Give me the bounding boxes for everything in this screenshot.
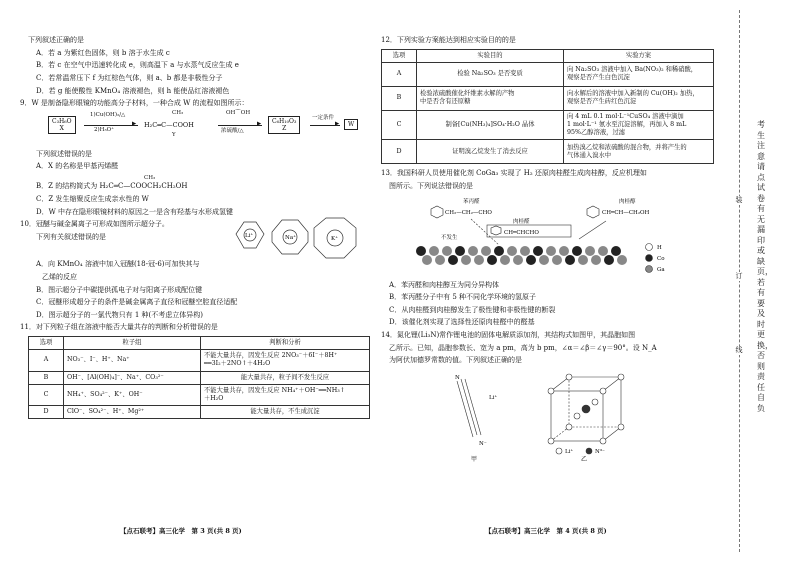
legend-swatch: [646, 243, 653, 250]
legend-swatch: [646, 254, 653, 261]
benzene-ring-left-icon: [431, 206, 443, 218]
catalyst-atom: [604, 255, 614, 265]
li-atom: [566, 424, 572, 430]
footer-page3: 【点石联考】高三化学 第 3 页(共 8 页): [120, 527, 242, 535]
cell: C: [29, 384, 64, 405]
cell: A: [29, 350, 64, 371]
cell: C: [382, 110, 417, 140]
q12-header-plan: 实验方案: [564, 49, 714, 62]
q8-stem: 下列叙述正确的是: [28, 36, 84, 44]
li-atom: [618, 424, 624, 430]
label-jia: 甲: [471, 455, 478, 463]
catalyst-surface: [416, 246, 627, 265]
table-row: [29, 371, 370, 384]
catalyst-atom: [617, 255, 627, 265]
cell: 能大量共存，粒子间不发生反应: [201, 371, 370, 384]
catalyst-atom: [578, 255, 588, 265]
structure-jia: [457, 379, 481, 437]
catalyst-atom: [487, 255, 497, 265]
catalyst-atom: [455, 246, 465, 256]
cell: 不能大量共存，因发生反应 NH₄⁺＋OH⁻══NH₃↑ ＋H₂O: [201, 384, 370, 405]
legend-label: N³⁻: [595, 448, 605, 455]
li-atom: [618, 374, 624, 380]
legend-swatch: [646, 265, 653, 272]
cell: 不能大量共存，因发生反应 2NO₃⁻＋6I⁻＋8H⁺ ══3I₂＋2NO↑＋4H₂O: [201, 350, 370, 371]
cell: D: [29, 406, 64, 419]
catalyst-atom: [611, 246, 621, 256]
catalyst-atom: [422, 255, 432, 265]
table-row: [29, 406, 370, 419]
cell: 向 4 mL 0.1 mol·L⁻¹CuSO₄ 溶液中滴加 1 mol·L⁻¹ 氨水至沉淀溶解，再加入 8 mL 95%乙醇溶液，过滤: [564, 110, 714, 140]
formula-cinnamyl-alcohol: CH═CH—CH₂OH: [602, 209, 650, 216]
arrow1: [84, 125, 138, 126]
q10-stem1: 10．冠醚与碱金属离子可形成如图所示超分子。: [20, 220, 169, 229]
q9-option-b: B．Z 的结构简式为 H₂C═C—COOCH₂CH₂OH: [36, 182, 188, 191]
table-row: [382, 62, 714, 86]
catalyst-atom: [591, 255, 601, 265]
catalyst-atom: [435, 255, 445, 265]
cell: NH₄⁺、SO₄²⁻、K⁺、OH⁻: [64, 384, 201, 405]
q13-option-a: A．苯丙醛和肉桂醇互为同分异构体: [389, 280, 500, 289]
q11-header-particles: 粒子组: [64, 337, 201, 350]
q12-header-row: [382, 49, 714, 62]
q9-stem: 9．W 是制备隐形眼镜的功能高分子材料，一种合成 W 的流程如图所示：: [20, 99, 249, 108]
bind-word-zhuang: 装: [730, 196, 748, 205]
q10-option-a: A．向 KMnO₄ 溶液中加入冠醚(18-冠-6)可加快其与: [36, 260, 200, 269]
arrow-left-icon: [471, 219, 499, 245]
cell: 检验浓硫酸催化纤维素水解的产物 中是否含有还原糖: [417, 86, 564, 110]
svg-text:N: N: [455, 374, 460, 381]
crown-ether-diagram: [224, 214, 364, 264]
legend-label: Ga: [657, 266, 665, 273]
table-row: [29, 350, 370, 371]
legend: [646, 243, 666, 273]
catalyst-atom: [481, 246, 491, 256]
li-atom: [548, 438, 554, 444]
catalyst-atom: [539, 255, 549, 265]
q8-option-a: A．若 a 为紫红色固体，则 b 溶于水生成 c: [36, 48, 170, 57]
q11-header-option: 选项: [29, 337, 64, 350]
q9-optb-ch3: CH₃: [144, 175, 156, 181]
y-ch3: CH₃: [172, 109, 184, 116]
catalyst-atom: [552, 255, 562, 265]
catalyst-atom: [494, 246, 504, 256]
catalyst-atom: [468, 246, 478, 256]
cell: B: [382, 86, 417, 110]
catalyst-atom: [526, 255, 536, 265]
cell: ClO⁻、SO₄²⁻、H⁺、Mg²⁺: [64, 406, 201, 419]
cell: 加热溴乙烷和浓硫酸的混合物，并将产生的 气体通入溴水中: [564, 140, 714, 164]
benzene-ring-right-icon: [587, 206, 599, 218]
q10-option-a-cont: 乙烯的反应: [42, 272, 77, 281]
catalyst-atom: [598, 246, 608, 256]
q13-stem1: 13．我国科研人员使用催化剂 CoGa₃ 实现了 H₂ 还原肉桂醛生成肉桂醇，反应机理如: [381, 169, 647, 178]
cell: 能大量共存，不生成沉淀: [201, 406, 370, 419]
cell: OH⁻、[Al(OH)₄]⁻、Na⁺、CO₃²⁻: [64, 371, 201, 384]
q8-option-d: D．若 g 能使酸性 KMnO₄ 溶液褪色，则 h 能使品红溶液褪色: [36, 86, 230, 95]
q9-option-c: C．Z 发生缩聚反应生成亲水性的 W: [36, 195, 149, 204]
q14-stem2: 乙所示。已知，晶胞参数长、宽为 a pm，高为 b pm，∠α＝∠β＝∠γ＝90°。设 N_A: [389, 343, 657, 352]
q14-stem1: 14．氮化锂(Li₃N)常作锂电池的固体电解质添加剂，其结构式如图甲，其晶胞如图: [381, 331, 636, 340]
svg-text:Li⁺: Li⁺: [245, 233, 254, 240]
q9-flowchart: C₃H₆O X 1)Cu(OH)₂/△ ▶ 2)H₃O⁺ CH₃ H₂C═C—COOH Y OH⌒OH ▶ 浓硫酸/△ C₆H₁₀O₃ Z 一定条件 ▶ W: [48, 112, 370, 146]
cell: 检验 Na₂SO₃ 是否变质: [417, 62, 564, 86]
q8-option-b: B．若 c 在空气中迅速转化成 e，则高温下 a 与水蒸气反应生成 e: [36, 61, 239, 70]
catalyst-atom: [474, 255, 484, 265]
li-atom: [592, 399, 598, 405]
catalyst-atom: [500, 255, 510, 265]
cell: 向水解后的溶液中加入新制的 Cu(OH)₂ 加热， 观察是否产生砖红色沉淀: [564, 86, 714, 110]
cell: A: [382, 62, 417, 86]
table-row: [382, 110, 714, 140]
li-atom: [600, 438, 606, 444]
cell: B: [29, 371, 64, 384]
q11-header-analysis: 判断和分析: [201, 337, 370, 350]
formula-cinnamaldehyde: CH═CHCHO: [504, 229, 539, 236]
catalyst-atom: [559, 246, 569, 256]
catalyst-atom: [461, 255, 471, 265]
q13-mechanism-diagram: [401, 195, 701, 281]
catalyst-atom: [572, 246, 582, 256]
q12-header-option: 选项: [382, 49, 417, 62]
cell: NO₃⁻、I⁻、H⁺、Na⁺: [64, 350, 201, 371]
arrow2: [218, 125, 262, 126]
q13-option-d: D．该催化剂实现了选择性还原肉桂醛中的醛基: [389, 318, 535, 327]
catalyst-atom: [429, 246, 439, 256]
cell: D: [382, 140, 417, 164]
li-atom: [574, 413, 580, 419]
q11-header-row: [29, 337, 370, 350]
q13-option-c: C．从肉桂醛到肉桂醇发生了极性键和非极性键的断裂: [389, 305, 556, 314]
catalyst-atom: [416, 246, 426, 256]
q10-stem2: 下列有关叙述错误的是: [36, 232, 106, 241]
li-label: Li⁺: [489, 394, 498, 401]
q11-table: [28, 336, 370, 419]
table-row: [382, 86, 714, 110]
label-not-react: 不发生: [441, 234, 458, 241]
y-formula: H₂C═C—COOH: [144, 120, 194, 129]
table-row: [29, 384, 370, 405]
q10-block: [20, 220, 370, 260]
right-page: [381, 36, 714, 465]
label-benzenepropanal: 苯丙醛: [463, 198, 480, 205]
svg-text:Na⁺: Na⁺: [285, 235, 296, 242]
catalyst-atom: [585, 246, 595, 256]
q13-stem2: 图所示。下列说法错误的是: [389, 181, 473, 190]
q14-stem3: 为阿伏加德罗常数的值。下列叙述正确的是: [389, 356, 522, 365]
catalyst-atom: [520, 246, 530, 256]
arrow-right-icon: [579, 221, 606, 239]
step1-top: 1)Cu(OH)₂/△: [90, 111, 126, 118]
legend-label: H: [657, 244, 662, 251]
q10-option-c: C．冠醚形成超分子的条件是碱金属离子直径和冠醚空腔直径适配: [36, 298, 238, 307]
legend-14: [556, 448, 605, 455]
q9-sub: 下列叙述错误的是: [36, 149, 92, 158]
q12-header-purpose: 实验目的: [417, 49, 564, 62]
legend-label: Co: [657, 255, 665, 262]
q10-option-d: D．图示超分子的一氯代物只有 1 种(不考虑立体异构): [36, 310, 203, 319]
label-cinnamaldehyde: 肉桂醛: [513, 218, 530, 225]
table-row: [382, 140, 714, 164]
cell: 制备[Cu(NH₃)₄]SO₄·H₂O 晶体: [417, 110, 564, 140]
legend-label: Li⁺: [565, 448, 574, 455]
cell: 证明溴乙烷发生了消去反应: [417, 140, 564, 164]
catalyst-atom: [507, 246, 517, 256]
formula-benzenepropanal: CH₂—CH₂—CHO: [445, 209, 492, 216]
catalyst-atom: [442, 246, 452, 256]
left-page: [20, 36, 370, 419]
q12-table: [381, 49, 714, 165]
step3: 一定条件: [312, 114, 335, 121]
li-atom: [548, 388, 554, 394]
legend-swatch: [586, 448, 592, 454]
x-box: C₃H₆O X: [48, 116, 76, 134]
bind-word-xian: 线: [730, 346, 748, 355]
binding-notice: 考生注意请点试卷有无漏印或缺页，若有要及时更换，否则责任自负: [757, 120, 773, 413]
label-cinnamyl-alcohol: 肉桂醇: [619, 198, 636, 205]
q9-option-d: D．W 中存在隐形眼镜材料的原因之一是含有羟基与水形成氢键: [36, 207, 234, 216]
li-atom: [566, 374, 572, 380]
n-atom: [582, 405, 590, 413]
benzene-ring-mid-icon: [491, 226, 501, 235]
catalyst-atom: [546, 246, 556, 256]
q8-option-c: C．若常温常压下 f 为红棕色气体，则 a、b 都是非极性分子: [36, 73, 223, 82]
li-atom: [600, 388, 606, 394]
q10-option-b: B．图示超分子中碳提供孤电子对与阳离子形成配位键: [36, 285, 203, 294]
catalyst-atom: [448, 255, 458, 265]
label-yi: 乙: [581, 455, 588, 463]
catalyst-atom: [513, 255, 523, 265]
z-box: C₆H₁₀O₃ Z: [268, 116, 300, 134]
catalyst-atom: [533, 246, 543, 256]
cell: 向 Na₂SO₃ 溶液中加入 Ba(NO₃)₂ 和稀硝酸， 观察是否产生白色沉淀: [564, 62, 714, 86]
q13-option-b: B．苯丙醛分子中有 5 种不同化学环境的氢原子: [389, 293, 537, 302]
q12-stem: 12．下列实验方案能达到相应实验目的的是: [381, 36, 516, 44]
bind-word-ding: 订: [730, 272, 748, 281]
svg-text:K⁺: K⁺: [331, 236, 339, 243]
legend-swatch: [556, 448, 562, 454]
step2-cond: 浓硫酸/△: [221, 127, 244, 134]
footer-page4: 【点石联考】高三化学 第 4 页(共 8 页): [485, 527, 607, 535]
n-label: N⁻: [479, 440, 487, 447]
step2-reagent: OH⌒OH: [226, 109, 251, 116]
catalyst-atom: [565, 255, 575, 265]
y-label: Y: [172, 131, 176, 138]
q9-option-a: A．X 的名称是甲基丙烯醛: [36, 162, 119, 171]
binding-strip: [727, 0, 794, 562]
q11-stem: 11．对下列粒子组在溶液中能否大量共存的判断和分析错误的是: [20, 323, 218, 332]
q14-structure-diagram: [391, 369, 691, 465]
w-box: W: [344, 119, 358, 130]
step1-bottom: 2)H₃O⁺: [94, 126, 115, 133]
